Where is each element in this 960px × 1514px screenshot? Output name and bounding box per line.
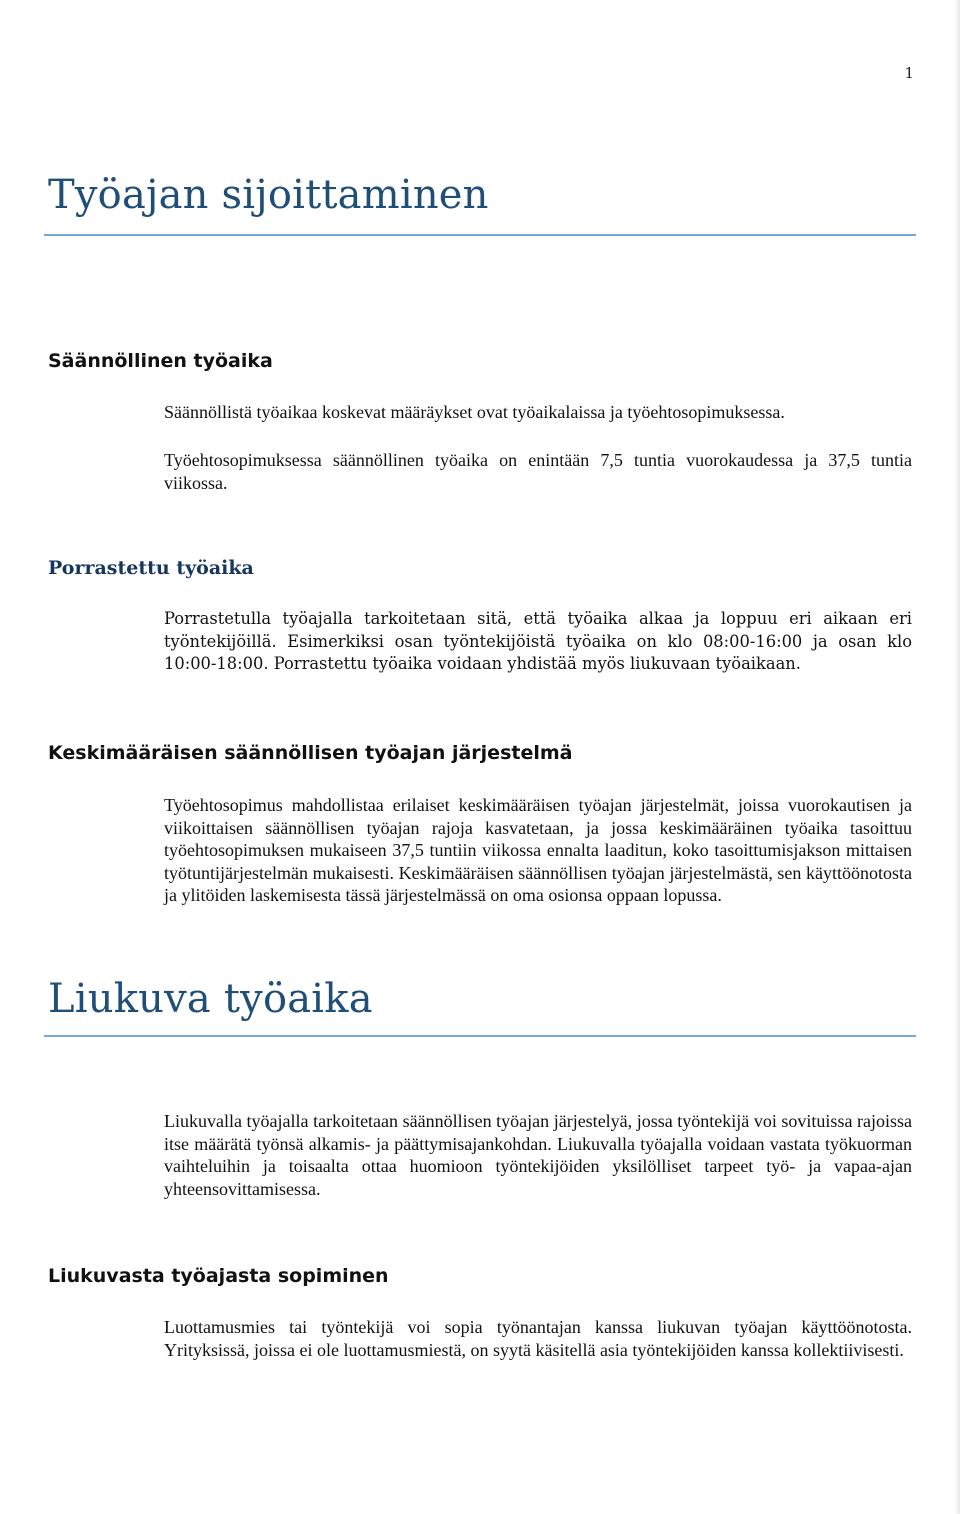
page-number: 1 <box>904 64 914 82</box>
heading-tyoajan-sijoittaminen: Työajan sijoittaminen <box>48 172 489 218</box>
heading-liukuva-tyoaika: Liukuva työaika <box>48 976 373 1022</box>
heading-saannollinen-tyoaika: Säännöllinen työaika <box>48 350 273 372</box>
paragraph-saannollinen-2: Työehtosopimuksessa säännöllinen työaika on enintään 7,5 tuntia vuorokaudessa ja 37,5 tuntia viikossa. <box>164 450 912 493</box>
paragraph-sopiminen: Luottamusmies tai työntekijä voi sopia työnantajan kanssa liukuvan työajan käyttöönotosta. Yrityksissä, joissa ei ole luottamusmiestä, on syytä käsitellä asia työntekijöiden kanssa kollektiivisesti. <box>164 1317 912 1360</box>
heading-keskimaarainen: Keskimääräisen säännöllisen työajan järjestelmä <box>48 742 573 764</box>
heading-rule <box>44 234 916 236</box>
paragraph-liukuva: Liukuvalla työajalla tarkoitetaan säännöllisen työajan järjestelyä, jossa työntekijä voi sovituissa rajoissa itse määrätä työnsä alkamis- ja päättymisajankohdan. Liukuvalla työajalla voidaan vastata työkuorman vaihteluihin ja toisaalta ottaa huomioon työntekijöiden yksilölliset tarpeet työ- ja vapaa-ajan yhteensovittamisessa. <box>164 1111 912 1199</box>
heading-rule <box>44 1035 916 1037</box>
page-edge-shadow <box>954 0 960 1514</box>
paragraph-saannollinen-1: Säännöllistä työaikaa koskevat määräykset ovat työaikalaissa ja työehtosopimuksessa. <box>164 402 785 422</box>
heading-liukuvasta-sopiminen: Liukuvasta työajasta sopiminen <box>48 1265 389 1287</box>
heading-porrastettu-tyoaika: Porrastettu työaika <box>48 557 254 579</box>
paragraph-keskimaarainen: Työehtosopimus mahdollistaa erilaiset keskimääräisen työajan järjestelmät, joissa vuorokautisen ja viikoittaisen säännöllisen työajan rajoja kasvatetaan, ja jossa keskimääräinen työaika tasoittuu työehtosopimuksen mukaiseen 37,5 tuntiin viikossa ennalta laaditun, koko tasoittumisjakson mittaisen työtuntijärjestelmän mukaisesti. Keskimääräisen säännöllisen työajan järjestelmästä, sen käyttöönotosta ja ylitöiden laskemisesta tässä järjestelmässä on oma osionsa oppaan lopussa. <box>164 795 912 905</box>
paragraph-porrastettu: Porrastetulla työajalla tarkoitetaan sitä, että työaika alkaa ja loppuu eri aikaan eri työntekijöillä. Esimerkiksi osan työntekijöistä työaika on klo 08:00-16:00 ja osan klo 10:00-18:00. Porrastettu työaika voidaan yhdistää myös liukuvaan työaikaan. <box>164 609 912 673</box>
